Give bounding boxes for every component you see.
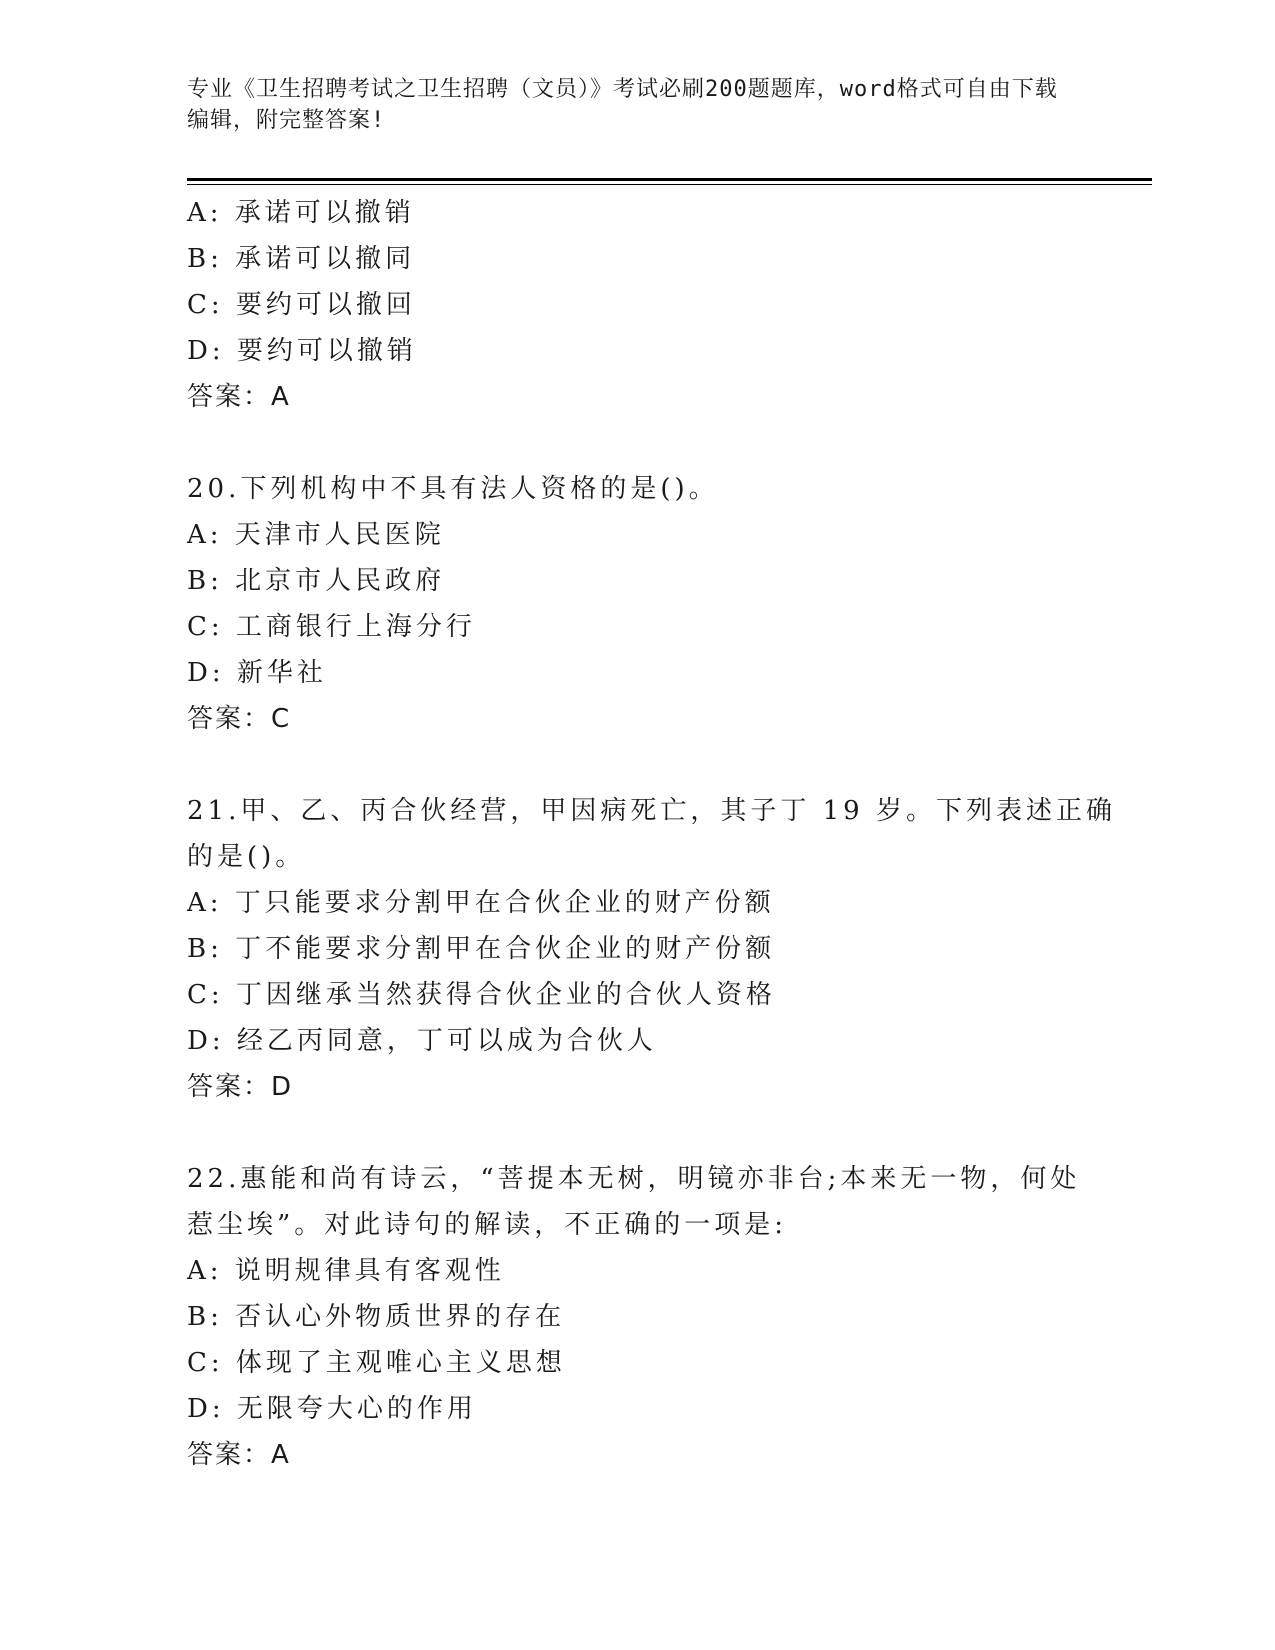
question-stem-line-1: 21.甲、乙、丙合伙经营，甲因病死亡，其子丁 19 岁。下列表述正确 xyxy=(187,796,1116,826)
option-b: B: 否认心外物质世界的存在 xyxy=(187,1302,566,1332)
question-20 xyxy=(187,466,1087,742)
option-a: A: 承诺可以撤销 xyxy=(187,198,415,228)
spacer xyxy=(187,742,1087,788)
header-divider-thin xyxy=(187,184,1152,185)
question-list xyxy=(187,190,1116,1478)
option-c: C: 丁因继承当然获得合伙企业的合伙人资格 xyxy=(187,980,776,1010)
question-stem-line-2: 的是()。 xyxy=(187,842,306,872)
question-stem-line-2: 惹尘埃”。对此诗句的解读，不正确的一项是: xyxy=(187,1210,788,1240)
option-d: D: 要约可以撤销 xyxy=(187,336,417,366)
answer-line: 答案：D xyxy=(187,1072,294,1102)
option-b: B: 北京市人民政府 xyxy=(187,566,446,596)
option-b: B: 丁不能要求分割甲在合伙企业的财产份额 xyxy=(187,934,776,964)
spacer xyxy=(187,420,1087,466)
answer-line: 答案：A xyxy=(187,382,291,412)
option-d: D: 无限夸大心的作用 xyxy=(187,1394,477,1424)
question-stem: 20.下列机构中不具有法人资格的是()。 xyxy=(187,474,719,504)
header-divider-thick xyxy=(187,178,1152,181)
answer-line: 答案：C xyxy=(187,704,292,734)
answer-line: 答案：A xyxy=(187,1440,291,1470)
option-c: C: 要约可以撤回 xyxy=(187,290,416,320)
option-a: A: 天津市人民医院 xyxy=(187,520,445,550)
option-a: A: 丁只能要求分割甲在合伙企业的财产份额 xyxy=(187,888,775,918)
option-d: D: 新华社 xyxy=(187,658,327,688)
option-d: D: 经乙丙同意，丁可以成为合伙人 xyxy=(187,1026,657,1056)
question-22 xyxy=(187,1156,1087,1478)
option-c: C: 体现了主观唯心主义思想 xyxy=(187,1348,566,1378)
question-19 xyxy=(187,190,1087,420)
option-b: B: 承诺可以撤同 xyxy=(187,244,416,274)
header-intro-text: 专业《卫生招聘考试之卫生招聘（文员）》考试必刷200题题库，word格式可自由下载编辑，附完整答案! xyxy=(187,77,1058,133)
option-a: A: 说明规律具有客观性 xyxy=(187,1256,505,1286)
option-c: C: 工商银行上海分行 xyxy=(187,612,476,642)
document-header xyxy=(187,74,1067,136)
question-21 xyxy=(187,788,1116,1110)
question-stem-line-1: 22.惠能和尚有诗云，“菩提本无树，明镜亦非台;本来无一物，何处 xyxy=(187,1164,1081,1194)
spacer xyxy=(187,1110,1087,1156)
